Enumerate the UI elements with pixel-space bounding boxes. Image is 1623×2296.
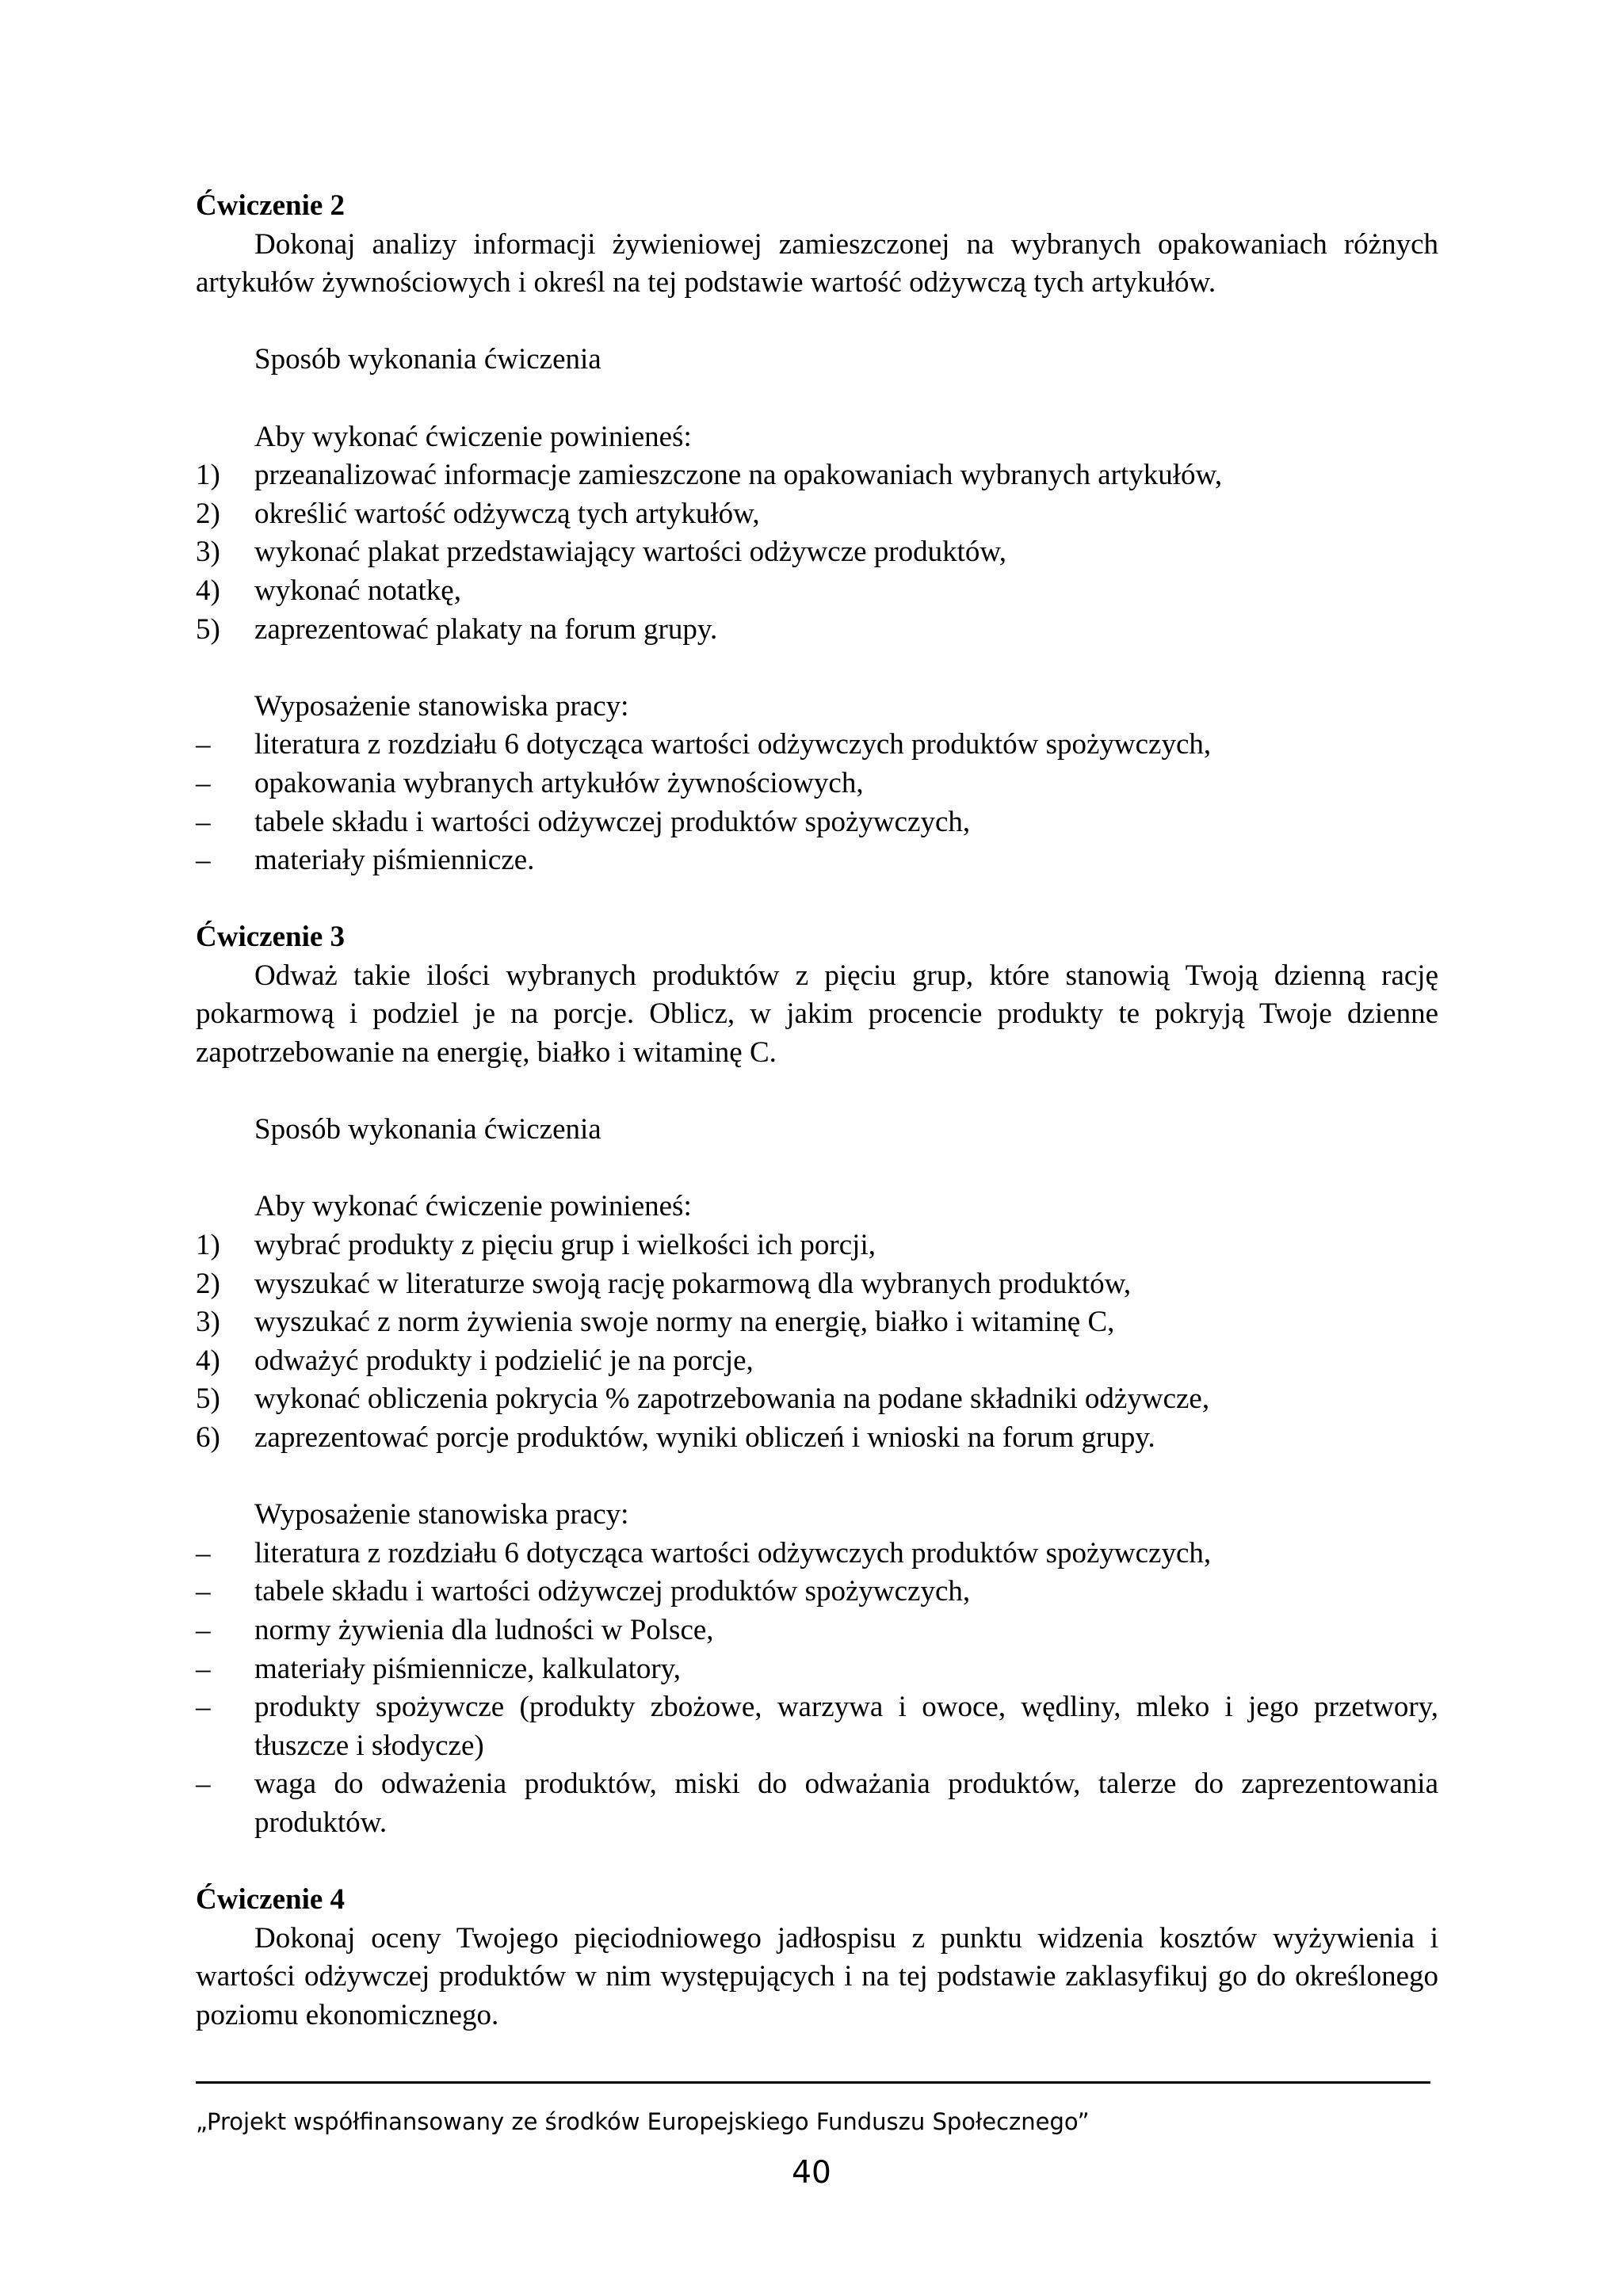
steps-heading: Aby wykonać ćwiczenie powinieneś: [254, 1190, 692, 1223]
document-body [196, 187, 1438, 2035]
list-item: 5) wykonać obliczenia pokrycia % zapotrzebowania na podane składniki odżywcze, [196, 1383, 1210, 1416]
list-item: – produkty spożywcze (produkty zbożowe, warzywa i owoce, wędliny, mleko i jego przetwory, tłuszcze i słodycze) [196, 1691, 1438, 1762]
exercise-title: Ćwiczenie 3 [196, 921, 346, 954]
list-item: – literatura z rozdziału 6 dotycząca wartości odżywczych produktów spożywczych, [196, 728, 1212, 761]
list-item: 1) przeanalizować informacje zamieszczone na opakowaniach wybranych artykułów, [196, 459, 1223, 492]
exercise-intro: Odważ takie ilości wybranych produktów z pięciu grup, które stanowią Twoją dzienną rację pokarmową i podziel je na porcje. Oblicz, w jakim procencie produkty te pokryją Twoje dzienne zapotrzebowanie na energię, białko i witaminę C. [196, 959, 1438, 1070]
steps-list [196, 456, 1438, 649]
exercise-3 [196, 918, 1438, 1842]
list-item: 4) wykonać notatkę, [196, 574, 461, 607]
equipment-list [196, 1535, 1438, 1843]
list-item: 3) wyszukać z norm żywienia swoje normy na energię, białko i witaminę C, [196, 1306, 1115, 1339]
list-item: – waga do odważenia produktów, miski do odważania produktów, talerze do zaprezentowania produktów. [196, 1768, 1438, 1839]
steps-heading: Aby wykonać ćwiczenie powinieneś: [254, 420, 692, 453]
list-item: – materiały piśmiennicze, kalkulatory, [196, 1652, 682, 1685]
list-item: 1) wybrać produkty z pięciu grup i wielkości ich porcji, [196, 1229, 876, 1262]
exercise-title: Ćwiczenie 2 [196, 189, 346, 222]
list-item: 4) odważyć produkty i podzielić je na porcje, [196, 1344, 754, 1377]
steps-list [196, 1226, 1438, 1458]
equipment-heading: Wyposażenie stanowiska pracy: [254, 1498, 629, 1531]
list-item: – literatura z rozdziału 6 dotycząca wartości odżywczych produktów spożywczych, [196, 1536, 1212, 1569]
exercise-intro: Dokonaj oceny Twojego pięciodniowego jadłospisu z punktu widzenia kosztów wyżywienia i wartości odżywczej produktów w nim występujących i na tej podstawie zaklasyfikuj go do określonego poziomu ekonomicznego. [196, 1921, 1438, 2031]
exercise-4 [196, 1881, 1438, 2035]
list-item: 2) wyszukać w literaturze swoją rację pokarmową dla wybranych produktów, [196, 1267, 1132, 1300]
footer-text: „Projekt współfinansowany ze środków Europejskiego Funduszu Społecznego” [196, 2108, 1090, 2135]
list-item: – tabele składu i wartości odżywczej produktów spożywczych, [196, 805, 971, 838]
exercise-2 [196, 187, 1438, 880]
equipment-heading: Wyposażenie stanowiska pracy: [254, 689, 629, 723]
list-item: 5) zaprezentować plakaty na forum grupy. [196, 612, 718, 646]
list-item: 3) wykonać plakat przedstawiający wartości odżywcze produktów, [196, 536, 1006, 569]
list-item: – materiały piśmiennicze. [196, 844, 535, 877]
list-item: 2) określić wartość odżywczą tych artykułów, [196, 497, 760, 530]
footer-divider [196, 2081, 1430, 2084]
list-item: 6) zaprezentować porcje produktów, wyniki obliczeń i wnioski na forum grupy. [196, 1421, 1155, 1454]
equipment-list [196, 726, 1438, 879]
exercise-title: Ćwiczenie 4 [196, 1883, 346, 1917]
method-heading: Sposób wykonania ćwiczenia [254, 343, 601, 376]
list-item: – normy żywienia dla ludności w Polsce, [196, 1613, 714, 1646]
list-item: – opakowania wybranych artykułów żywnościowych, [196, 766, 864, 799]
page-number: 40 [792, 2155, 831, 2191]
method-heading: Sposób wykonania ćwiczenia [254, 1113, 601, 1146]
exercise-intro: Dokonaj analizy informacji żywieniowej zamieszczonej na wybranych opakowaniach różnych artykułów żywnościowych i określ na tej podstawie wartość odżywczą tych artykułów. [196, 227, 1438, 299]
list-item: – tabele składu i wartości odżywczej produktów spożywczych, [196, 1575, 971, 1608]
